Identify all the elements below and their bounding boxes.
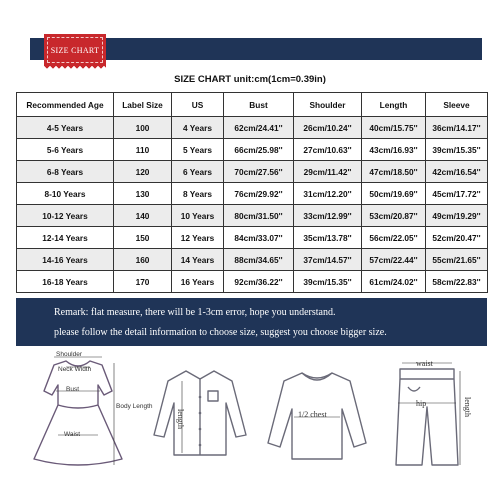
table-row bbox=[17, 117, 488, 139]
table-cell: 16 Years bbox=[172, 271, 224, 293]
pants-illustration bbox=[380, 347, 490, 477]
table-cell: 14-16 Years bbox=[17, 249, 114, 271]
shirt-length-label: length bbox=[176, 409, 185, 429]
table-row bbox=[17, 183, 488, 205]
table-header-cell: Length bbox=[362, 93, 426, 117]
pants-length-label: length bbox=[463, 397, 472, 417]
table-row bbox=[17, 205, 488, 227]
size-table bbox=[16, 92, 488, 293]
dress-diagram bbox=[18, 347, 153, 477]
table-row bbox=[17, 249, 488, 271]
table-cell: 76cm/29.92'' bbox=[224, 183, 294, 205]
table-header-cell: Recommended Age bbox=[17, 93, 114, 117]
shirt-illustration bbox=[150, 347, 250, 477]
table-cell: 14 Years bbox=[172, 249, 224, 271]
shirt-diagram bbox=[150, 347, 250, 477]
table-cell: 4 Years bbox=[172, 117, 224, 139]
table-cell: 170 bbox=[114, 271, 172, 293]
table-cell: 36cm/14.17'' bbox=[426, 117, 488, 139]
sweater-diagram bbox=[262, 347, 372, 477]
table-cell: 120 bbox=[114, 161, 172, 183]
table-cell: 160 bbox=[114, 249, 172, 271]
table-cell: 58cm/22.83'' bbox=[426, 271, 488, 293]
table-cell: 53cm/20.87'' bbox=[362, 205, 426, 227]
table-cell: 49cm/19.29'' bbox=[426, 205, 488, 227]
table-cell: 47cm/18.50'' bbox=[362, 161, 426, 183]
table-header-cell: Shoulder bbox=[294, 93, 362, 117]
body-label: Body Length bbox=[116, 403, 153, 410]
table-cell: 6 Years bbox=[172, 161, 224, 183]
table-cell: 140 bbox=[114, 205, 172, 227]
table-cell: 39cm/15.35'' bbox=[426, 139, 488, 161]
table-cell: 42cm/16.54'' bbox=[426, 161, 488, 183]
table-cell: 70cm/27.56'' bbox=[224, 161, 294, 183]
table-cell: 130 bbox=[114, 183, 172, 205]
table-cell: 88cm/34.65'' bbox=[224, 249, 294, 271]
table-cell: 35cm/13.78'' bbox=[294, 227, 362, 249]
chest-label: 1/2 chest bbox=[298, 410, 327, 419]
size-chart-tag-label: SIZE CHART bbox=[47, 37, 103, 63]
remark-banner bbox=[16, 298, 487, 346]
table-cell: 33cm/12.99'' bbox=[294, 205, 362, 227]
neck-width-label: Neck Width bbox=[58, 366, 92, 373]
remark-line-2: please follow the detail information to choose size, suggest you choose bigger size. bbox=[54, 327, 387, 338]
table-cell: 37cm/14.57'' bbox=[294, 249, 362, 271]
table-cell: 26cm/10.24'' bbox=[294, 117, 362, 139]
table-cell: 43cm/16.93'' bbox=[362, 139, 426, 161]
chart-title: SIZE CHART unit:cm(1cm=0.39in) bbox=[174, 74, 326, 85]
table-cell: 150 bbox=[114, 227, 172, 249]
table-cell: 27cm/10.63'' bbox=[294, 139, 362, 161]
table-header-cell: US bbox=[172, 93, 224, 117]
table-row bbox=[17, 161, 488, 183]
table-cell: 66cm/25.98'' bbox=[224, 139, 294, 161]
table-cell: 29cm/11.42'' bbox=[294, 161, 362, 183]
table-cell: 92cm/36.22'' bbox=[224, 271, 294, 293]
table-cell: 8 Years bbox=[172, 183, 224, 205]
table-row bbox=[17, 227, 488, 249]
table-cell: 40cm/15.75'' bbox=[362, 117, 426, 139]
table-row bbox=[17, 271, 488, 293]
table-cell: 16-18 Years bbox=[17, 271, 114, 293]
table-header-cell: Sleeve bbox=[426, 93, 488, 117]
table-cell: 10 Years bbox=[172, 205, 224, 227]
table-cell: 6-8 Years bbox=[17, 161, 114, 183]
table-cell: 39cm/15.35'' bbox=[294, 271, 362, 293]
table-cell: 45cm/17.72'' bbox=[426, 183, 488, 205]
table-header-cell: Label Size bbox=[114, 93, 172, 117]
remark-line-1: Remark: flat measure, there will be 1-3cm error, hope you understand. bbox=[54, 307, 336, 318]
bust-label: Bust bbox=[66, 386, 80, 393]
table-cell: 5-6 Years bbox=[17, 139, 114, 161]
table-cell: 10-12 Years bbox=[17, 205, 114, 227]
table-cell: 55cm/21.65'' bbox=[426, 249, 488, 271]
table-cell: 12 Years bbox=[172, 227, 224, 249]
table-cell: 5 Years bbox=[172, 139, 224, 161]
table-cell: 50cm/19.69'' bbox=[362, 183, 426, 205]
table-cell: 52cm/20.47'' bbox=[426, 227, 488, 249]
table-cell: 61cm/24.02'' bbox=[362, 271, 426, 293]
table-cell: 4-5 Years bbox=[17, 117, 114, 139]
size-chart-tag bbox=[44, 34, 106, 66]
table-row bbox=[17, 139, 488, 161]
table-cell: 62cm/24.41'' bbox=[224, 117, 294, 139]
table-cell: 110 bbox=[114, 139, 172, 161]
table-cell: 56cm/22.05'' bbox=[362, 227, 426, 249]
table-cell: 84cm/33.07'' bbox=[224, 227, 294, 249]
table-cell: 31cm/12.20'' bbox=[294, 183, 362, 205]
shoulder-label: Shoulder bbox=[56, 351, 83, 358]
table-header-row bbox=[17, 93, 488, 117]
table-cell: 57cm/22.44'' bbox=[362, 249, 426, 271]
table-cell: 8-10 Years bbox=[17, 183, 114, 205]
table-cell: 80cm/31.50'' bbox=[224, 205, 294, 227]
waist-label: Waist bbox=[64, 431, 81, 438]
table-cell: 100 bbox=[114, 117, 172, 139]
pants-hip-label: hip bbox=[416, 399, 427, 408]
table-header-cell: Bust bbox=[224, 93, 294, 117]
pants-waist-label: waist bbox=[416, 359, 433, 368]
table-cell: 12-14 Years bbox=[17, 227, 114, 249]
pants-diagram bbox=[380, 347, 490, 477]
